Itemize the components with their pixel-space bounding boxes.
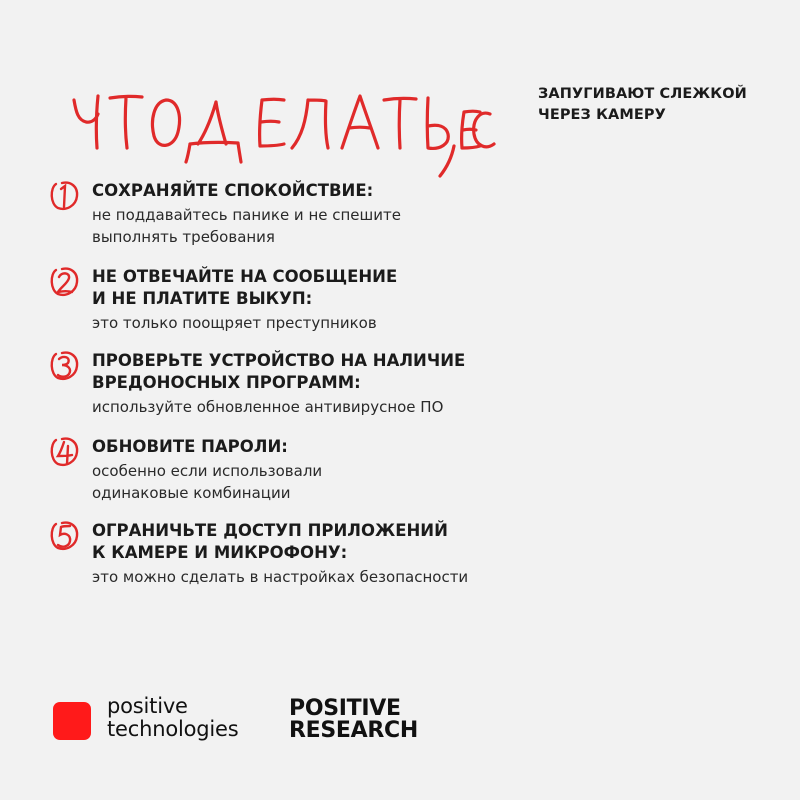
- number-five-icon: [44, 518, 86, 554]
- tip-description: особенно если использовали одинаковые комбинации: [92, 462, 323, 502]
- tip-title: ОГРАНИЧЬТЕ ДОСТУП ПРИЛОЖЕНИЙ К КАМЕРЕ И МИКРОФОНУ:: [92, 521, 448, 562]
- positive-technologies-logo-text: positive technologies: [107, 694, 239, 741]
- handwritten-headline: [66, 86, 506, 182]
- number-two-icon: [44, 264, 86, 300]
- number-three-icon: [44, 348, 86, 384]
- positive-technologies-logo-icon: [53, 702, 91, 740]
- tip-title: НЕ ОТВЕЧАЙТЕ НА СООБЩЕНИЕ И НЕ ПЛАТИТЕ ВЫКУП:: [92, 267, 398, 308]
- tip-title: СОХРАНЯЙТЕ СПОКОЙСТВИЕ:: [92, 181, 374, 200]
- tip-description: используйте обновленное антивирусное ПО: [92, 398, 444, 416]
- headline-lettering: [66, 86, 506, 182]
- tip-description: это можно сделать в настройках безопасности: [92, 568, 469, 586]
- number-one-icon: [44, 178, 86, 214]
- number-four-icon: [44, 434, 86, 470]
- tip-title: ПРОВЕРЬТЕ УСТРОЙСТВО НА НАЛИЧИЕ ВРЕДОНОСНЫХ ПРОГРАММ:: [92, 351, 466, 392]
- subtitle: ЗАПУГИВАЮТ СЛЕЖКОЙ ЧЕРЕЗ КАМЕРУ: [538, 86, 747, 123]
- footer-logos: [53, 694, 473, 748]
- tip-title: ОБНОВИТЕ ПАРОЛИ:: [92, 437, 288, 456]
- tip-description: это только поощряет преступников: [92, 314, 377, 332]
- positive-research-logo-text: POSITIVE RESEARCH: [289, 696, 418, 743]
- tip-description: не поддавайтесь панике и не спешите выполнять требования: [92, 206, 401, 246]
